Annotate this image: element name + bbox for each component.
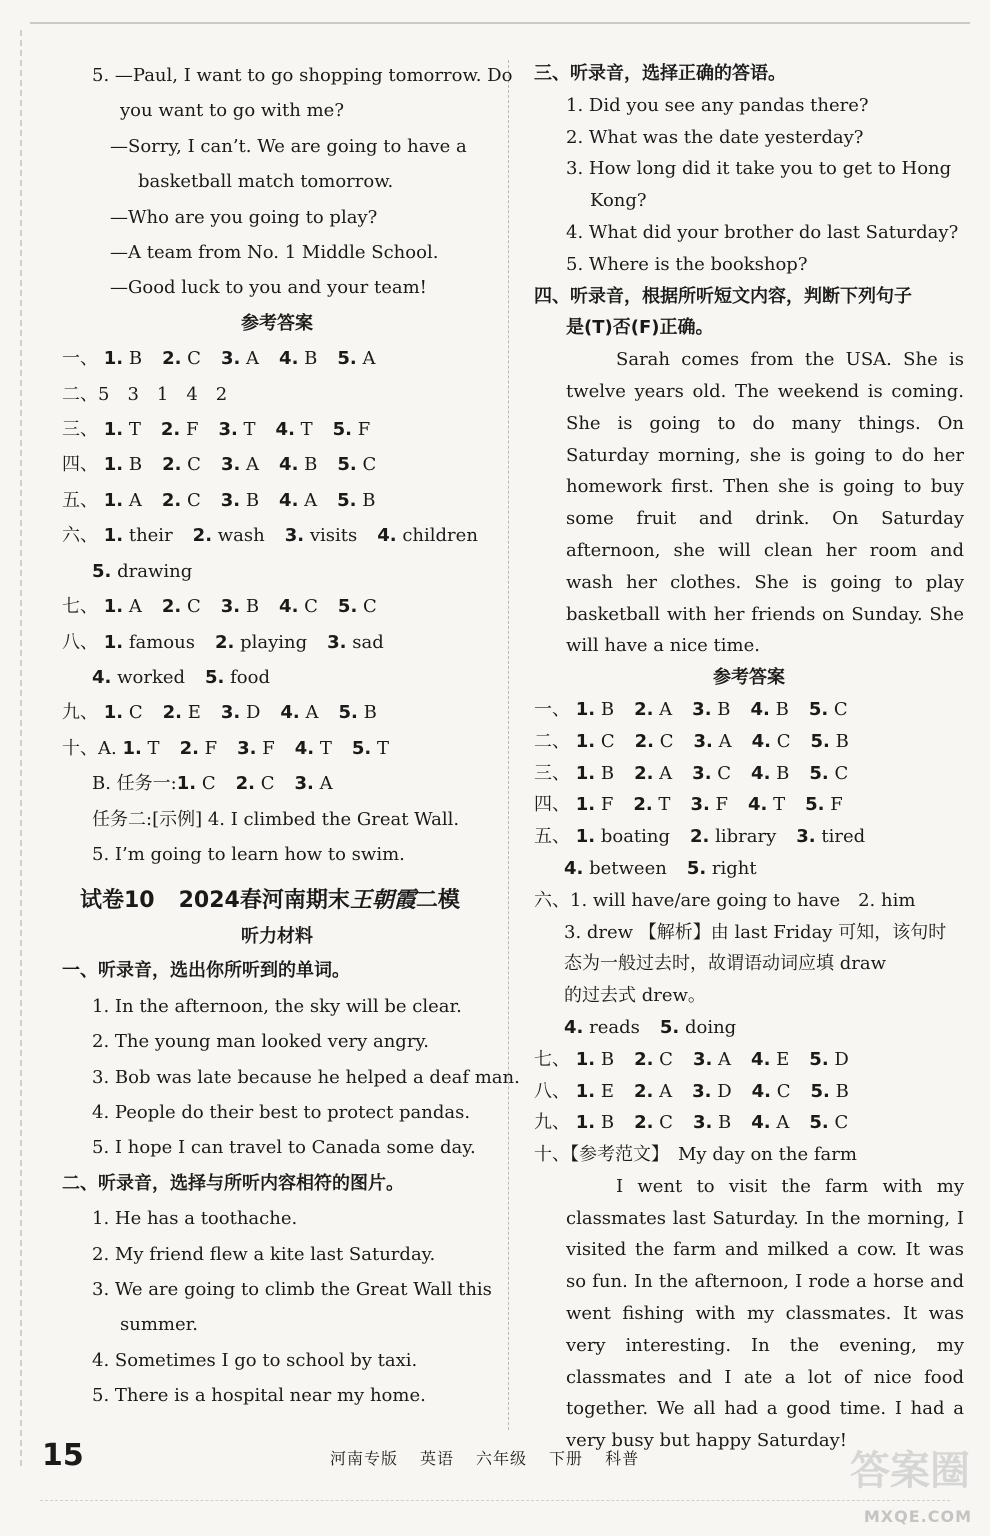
answer-item: 4. B (751, 762, 790, 784)
answer-item: 3. tired (796, 826, 866, 848)
answer-item: 3. sad (327, 631, 384, 653)
test-number: 试卷10 (80, 888, 155, 914)
answer-item: 2. F (179, 737, 218, 759)
answer-item: 1. B (103, 348, 143, 370)
answer-row (534, 694, 964, 726)
answer-item: 2. T (633, 794, 671, 816)
answer-item: 2. A (634, 762, 673, 784)
answer-item: 4. B (279, 348, 318, 370)
answer-item: 5. drawing (92, 560, 193, 582)
answer-prefix: 七、 (62, 596, 98, 618)
question-line: summer. (120, 1314, 198, 1336)
answer-row (534, 726, 964, 758)
answer-item: 4. reads (564, 1016, 640, 1038)
question-line: 3. Bob was late because he helped a deaf man. (92, 1066, 520, 1088)
answer-item: 1. their (103, 525, 173, 547)
question-line: 5. There is a hospital near my home. (92, 1385, 426, 1407)
answer-item: 1. C (575, 730, 615, 752)
page-left-edge (20, 30, 34, 1466)
question-line: 2. The young man looked very angry. (92, 1031, 429, 1053)
answer-prefix: 九、 (62, 702, 98, 724)
answer-prefix: 十、A. (62, 737, 123, 759)
answer-prefix: B. 任务一: (92, 773, 177, 795)
answer-item: 3. B (220, 596, 260, 618)
question-line: 5. I hope I can travel to Canada some day. (92, 1137, 476, 1159)
answer-row (62, 554, 492, 589)
answer-item: 1. C (176, 773, 216, 795)
answer-item: 5. T (351, 737, 389, 759)
answer-item: 4. B (750, 698, 789, 720)
answer-item: 5. C (337, 454, 377, 476)
answer-item: 2. A (634, 698, 673, 720)
dialog-line: basketball match tomorrow. (138, 171, 394, 193)
answer-item: 2. C (161, 596, 201, 618)
answer-item: 1. B (575, 1048, 615, 1070)
answer-row (62, 660, 492, 695)
dialog-line: —Sorry, I can’t. We are going to have a (110, 135, 467, 157)
watermark-logo: 答案圈 (850, 1448, 970, 1494)
answers-title: 参考答案 (241, 312, 313, 334)
column-divider (508, 60, 509, 1430)
answer-item: 2. A (633, 1080, 673, 1102)
answer-item: 3. B (692, 1112, 732, 1134)
answer-item: 3. B (692, 698, 731, 720)
answer-prefix: 四、 (534, 794, 570, 816)
answer-item: 4. A (280, 702, 319, 724)
test-round: 二模 (415, 888, 460, 914)
answer-row (534, 1107, 964, 1139)
section-title: 四、听录音，根据所听短文内容，判断下列句子 (534, 285, 912, 307)
answer-item: 2. C (162, 348, 201, 370)
answer-row (534, 758, 964, 790)
answer-item: 4. T (748, 794, 786, 816)
answer-item: 1. A (103, 489, 142, 511)
answer-item: 4. A (751, 1112, 790, 1134)
answer-item: 4. T (275, 419, 313, 441)
answer-item: 4. E (751, 1048, 790, 1070)
answer-prefix: 八、 (62, 631, 98, 653)
answer-item: 3. A (220, 348, 260, 370)
answer-item: 4. between (564, 857, 667, 879)
answer-item: 2. C (162, 454, 201, 476)
answer-row (62, 483, 492, 518)
brand-signature: 王朝霞 (349, 887, 416, 914)
answer-row: 六、1. will have/are going to have 2. him (534, 889, 916, 911)
dialog-line: —Who are you going to play? (110, 206, 378, 228)
answer-row (62, 341, 492, 376)
answer-item: 5. C (337, 596, 377, 618)
listening-title: 听力材料 (241, 926, 313, 948)
answer-prefix: 七、 (534, 1048, 570, 1070)
answer-row (62, 766, 492, 801)
answer-row (62, 731, 492, 766)
answer-row: 任务二:[示例] 4. I climbed the Great Wall. (92, 808, 460, 830)
answer-item: 1. B (103, 454, 143, 476)
answer-item: 1. T (103, 419, 141, 441)
answer-item: 3. F (237, 737, 275, 759)
dialog-line: —Good luck to you and your team! (110, 277, 427, 299)
listening-passage: Sarah comes from the USA. She is twelve years old. The weekend is coming. She is going to do many things. On Saturday morning, she is going to do her homework first. Then she is going to buy some fruit and drink. On Saturday afternoon, she will clean her room and wash her clothes. She is going to play basketball with her friends on Sunday. She will have a nice time. (566, 349, 964, 657)
answer-item: 5. B (338, 702, 377, 724)
answer-item: 5. right (686, 857, 757, 879)
answer-prefix: 三、 (534, 762, 570, 784)
answer-item: 4. B (279, 454, 318, 476)
answer-item: 5. doing (659, 1016, 737, 1038)
answer-row (62, 695, 492, 730)
answer-row: 5. I’m going to learn how to swim. (92, 843, 405, 865)
answer-item: 4. worked (92, 666, 186, 688)
question-line: 2. What was the date yesterday? (566, 126, 864, 148)
answer-row (534, 1044, 964, 1076)
answer-item: 2. E (162, 702, 201, 724)
grade-label: 六年级 (476, 1449, 528, 1468)
book-info (330, 1446, 661, 1469)
answer-prefix: 九、 (534, 1112, 570, 1134)
right-column (534, 58, 964, 1457)
question-line: 1. He has a toothache. (92, 1208, 298, 1230)
answer-item: 1. E (575, 1080, 614, 1102)
answer-prefix: 六、 (62, 525, 98, 547)
answer-row: 二、5 3 1 4 2 (62, 383, 228, 405)
edition-label: 河南专版 (330, 1449, 399, 1468)
page-footer (0, 1438, 990, 1478)
answer-item: 2. F (160, 419, 199, 441)
page-bottom-edge (40, 1500, 950, 1501)
answer-item: 5. B (810, 730, 849, 752)
answer-item: 1. C (103, 702, 143, 724)
answer-item: 1. T (122, 737, 160, 759)
answers-title: 参考答案 (713, 667, 785, 689)
answer-prefix: 一、 (534, 698, 570, 720)
answer-item: 5. B (337, 489, 376, 511)
answer-item: 1. F (575, 794, 614, 816)
page-top-edge (30, 22, 970, 40)
answer-item: 4. A (279, 489, 318, 511)
answer-item: 4. children (377, 525, 478, 547)
model-essay: I went to visit the farm with my classmates last Saturday. In the morning, I visited the farm and milked a cow. It was so fun. In the afternoon, I rode a horse and went fishing with my classmates. It was very interesting. In the evening, my classmates and I ate a lot of nice food together. We all had a good time. I had a very busy but happy Saturday! (566, 1175, 964, 1452)
answer-item: 4. C (279, 596, 318, 618)
test-source: 2024春河南期末 (178, 888, 350, 914)
answer-item: 3. D (692, 1080, 732, 1102)
answer-item: 3. A (692, 1048, 732, 1070)
page-number: 15 (42, 1438, 84, 1473)
answer-item: 1. B (575, 762, 615, 784)
answer-item: 3. A (294, 773, 333, 795)
answer-row (534, 1012, 964, 1044)
answer-item: 4. T (294, 737, 332, 759)
answer-item: 5. food (205, 666, 270, 688)
answer-item: 5. B (810, 1080, 849, 1102)
answer-row (534, 853, 964, 885)
section-title: 一、听录音，选出你所听到的单词。 (62, 960, 350, 982)
dialog-line: 5. —Paul, I want to go shopping tomorrow. Do (92, 65, 513, 86)
answer-item: 3. A (693, 730, 732, 752)
answer-row (62, 589, 492, 624)
answer-row: 3. drew 【解析】由 last Friday 可知，该句时 (564, 921, 947, 943)
answer-prefix: 五、 (62, 489, 98, 511)
answer-item: 3. A (220, 454, 260, 476)
answer-prefix: 五、 (534, 826, 570, 848)
left-column (62, 58, 520, 1414)
answer-row (62, 412, 492, 447)
answer-item: 2. library (690, 826, 777, 848)
answer-item: 2. wash (192, 525, 265, 547)
answer-item: 1. A (103, 596, 142, 618)
question-line: 4. What did your brother do last Saturday? (566, 221, 959, 243)
question-line: 5. Where is the bookshop? (566, 253, 808, 275)
answer-row (62, 625, 492, 660)
answer-item: 5. D (809, 1048, 849, 1070)
section-title: 三、听录音，选择正确的答语。 (534, 63, 786, 84)
answer-item: 2. playing (214, 631, 308, 653)
question-line: 4. Sometimes I go to school by taxi. (92, 1349, 418, 1371)
test-title (62, 880, 492, 921)
section-title-cont: 是(T)否(F)正确。 (566, 317, 714, 339)
question-line: 1. Did you see any pandas there? (566, 94, 869, 116)
answer-item: 5. C (809, 1112, 849, 1134)
answer-item: 3. F (690, 794, 729, 816)
section-title: 二、听录音，选择与所听内容相符的图片。 (62, 1172, 404, 1194)
answer-prefix: 四、 (62, 454, 98, 476)
answer-item: 5. C (809, 762, 849, 784)
answer-row (534, 821, 964, 853)
question-line: 3. We are going to climb the Great Wall this (92, 1279, 492, 1300)
question-line: 4. People do their best to protect pandas. (92, 1101, 471, 1123)
answer-item: 5. C (808, 698, 848, 720)
answer-item: 3. T (218, 419, 256, 441)
dialog-line: you want to go with me? (120, 100, 344, 122)
publisher-label: 科普 (605, 1449, 640, 1468)
volume-label: 下册 (549, 1449, 584, 1468)
answer-row (534, 789, 964, 821)
answer-item: 5. F (332, 419, 371, 441)
subject-label: 英语 (420, 1449, 455, 1468)
answer-item: 2. C (634, 730, 674, 752)
watermark-url: MXQE.COM (863, 1507, 972, 1526)
question-line: 3. How long did it take you to get to Hong (566, 158, 952, 180)
answer-prefix: 二、 (534, 730, 570, 752)
answer-item: 5. A (337, 348, 376, 370)
answer-item: 2. C (634, 1048, 673, 1070)
question-line: 2. My friend flew a kite last Saturday. (92, 1243, 436, 1265)
answer-item: 4. C (751, 730, 791, 752)
dialog-line: —A team from No. 1 Middle School. (110, 242, 439, 264)
answer-item: 1. B (575, 698, 615, 720)
answer-explanation: 的过去式 drew。 (564, 985, 706, 1007)
answer-item: 4. C (751, 1080, 791, 1102)
answer-row (62, 518, 492, 553)
answer-row (62, 447, 492, 482)
answer-item: 3. C (692, 762, 732, 784)
answer-explanation: 态为一般过去时，故谓语动词应填 draw (564, 953, 886, 975)
answer-item: 5. F (805, 794, 843, 816)
answer-item: 2. C (634, 1112, 673, 1134)
question-line: Kong? (590, 190, 647, 212)
answer-item: 2. C (161, 489, 201, 511)
answer-item: 3. visits (284, 525, 358, 547)
answer-item: 3. D (220, 702, 261, 724)
answer-item: 2. C (235, 773, 275, 795)
answer-item: 1. boating (575, 826, 671, 848)
answer-item: 1. famous (103, 631, 195, 653)
answer-item: 1. B (575, 1112, 615, 1134)
answer-prefix: 八、 (534, 1080, 570, 1102)
answer-item: 3. B (220, 489, 260, 511)
answer-row: 十、【参考范文】 My day on the farm (534, 1144, 857, 1166)
question-line: 1. In the afternoon, the sky will be clear. (92, 995, 462, 1017)
answer-prefix: 三、 (62, 419, 98, 441)
answer-prefix: 一、 (62, 348, 98, 370)
answer-row (534, 1076, 964, 1108)
